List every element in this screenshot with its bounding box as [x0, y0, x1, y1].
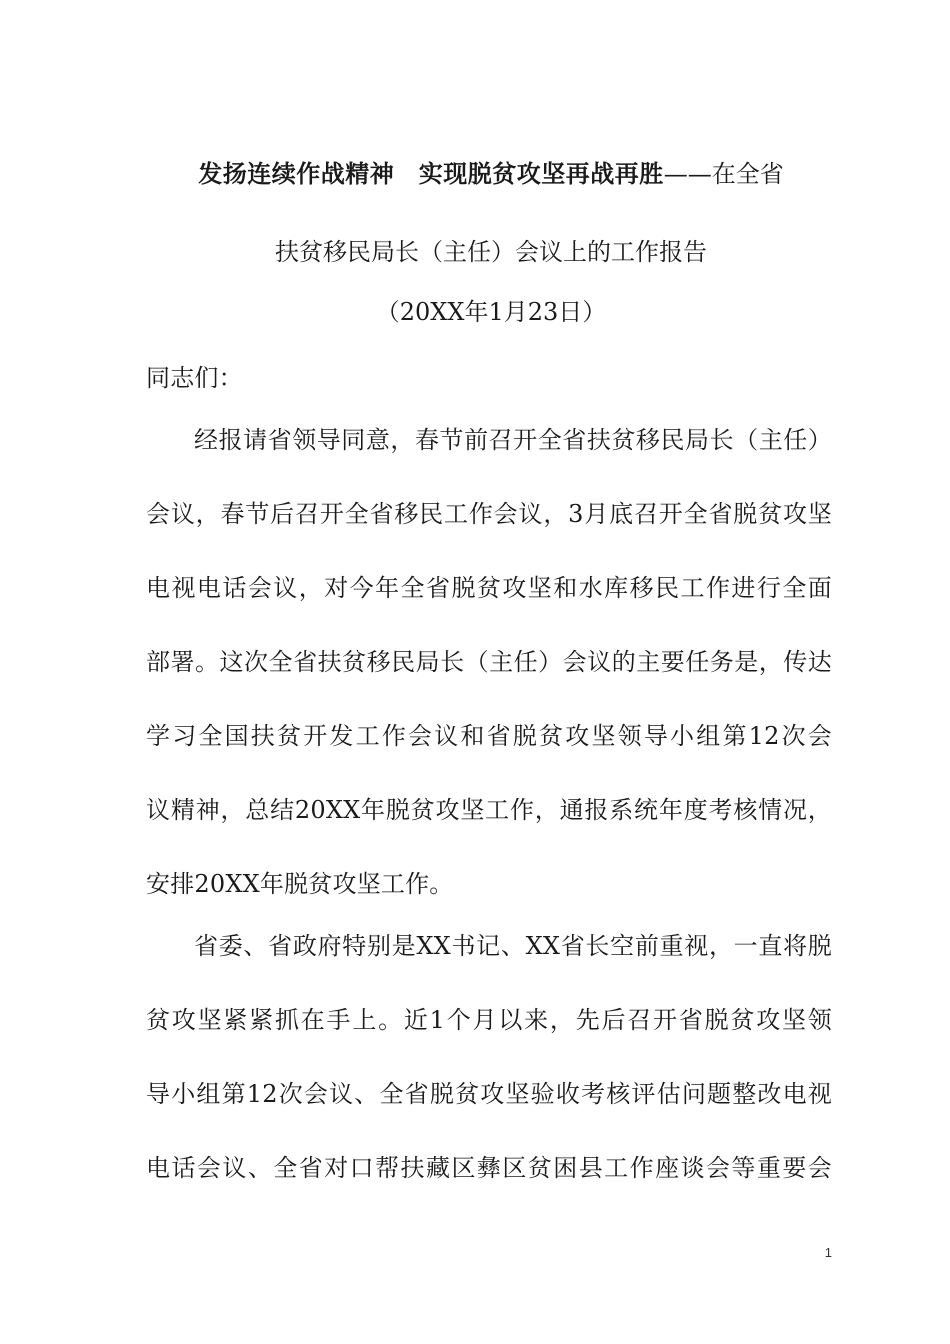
document-subtitle: 扶贫移民局长（主任）会议上的工作报告: [275, 238, 707, 266]
paragraph-line: 电视电话会议，对今年全省脱贫攻坚和水库移民工作进行全面: [146, 574, 832, 602]
title-bold-part: 发扬连续作战精神 实现脱贫攻坚再战再胜: [198, 160, 664, 188]
paragraph-line: 会议，春节后召开全省移民工作会议，3月底召开全省脱贫攻坚: [146, 500, 832, 528]
paragraph-line: 部署。这次全省扶贫移民局长（主任）会议的主要任务是，传达: [146, 648, 832, 676]
paragraph-line: 经报请省领导同意，春节前召开全省扶贫移民局长（主任）: [194, 426, 832, 454]
paragraph-line: 议精神，总结20XX年脱贫攻坚工作，通报系统年度考核情况，: [146, 796, 832, 824]
paragraph-line: 电话会议、全省对口帮扶藏区彝区贫困县工作座谈会等重要会: [146, 1154, 832, 1182]
document-title: [146, 158, 836, 190]
document-date: （20XX年1月23日）: [375, 298, 607, 326]
paragraph-line: 学习全国扶贫开发工作会议和省脱贫攻坚领导小组第12次会: [146, 722, 832, 750]
paragraph-line: 导小组第12次会议、全省脱贫攻坚验收考核评估问题整改电视: [146, 1080, 832, 1108]
paragraph-line: 贫攻坚紧紧抓在手上。近1个月以来，先后召开省脱贫攻坚领: [146, 1006, 832, 1034]
title-dash: ——: [663, 160, 712, 188]
title-tail: 在全省: [711, 160, 784, 188]
paragraph-line: 省委、省政府特别是XX书记、XX省长空前重视，一直将脱: [194, 932, 832, 960]
salutation: 同志们：: [146, 364, 243, 392]
paragraph-line: 安排20XX年脱贫攻坚工作。: [146, 870, 454, 898]
page-number: 1: [824, 1245, 832, 1260]
